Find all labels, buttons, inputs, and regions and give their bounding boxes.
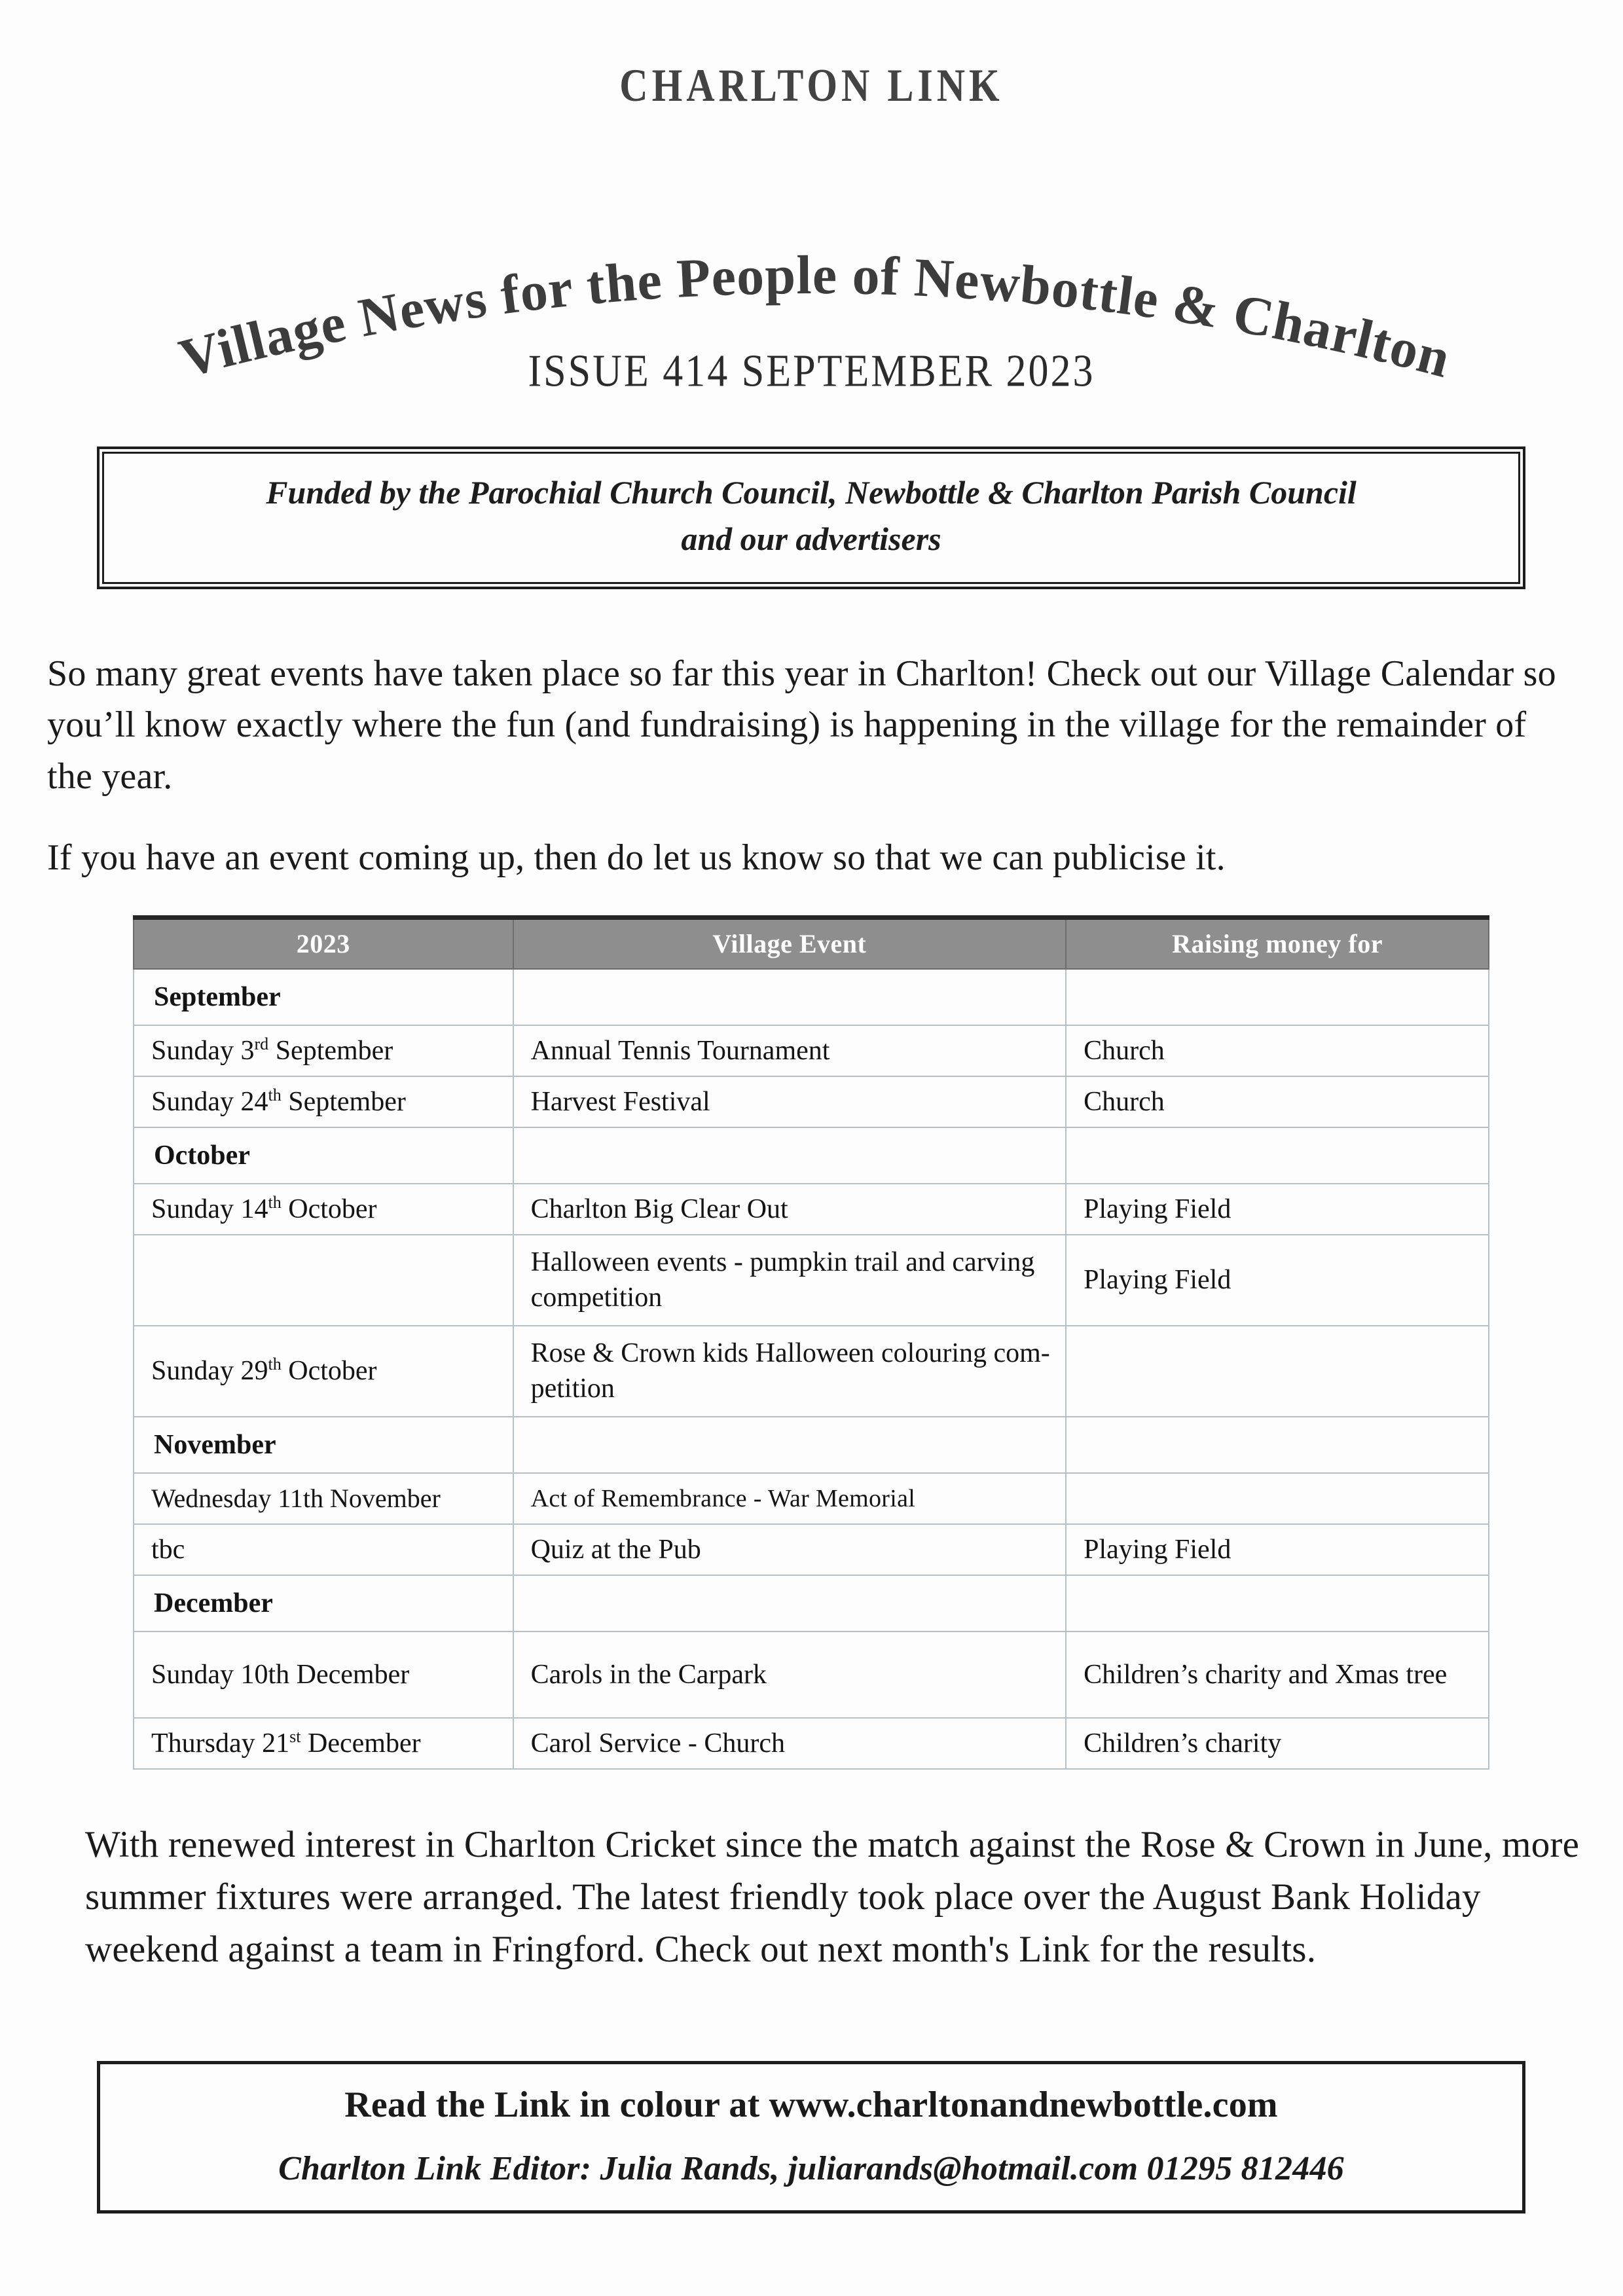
table-row	[134, 1184, 1489, 1235]
cell-date: Wednesday 11th November	[134, 1473, 513, 1524]
column-header-date: 2023	[134, 918, 513, 969]
month-heading-row	[134, 1417, 1489, 1473]
cell-raising-money-for	[1066, 969, 1489, 1025]
subtitle-text: Village News for the People of Newbottle & Charlton	[173, 244, 1457, 390]
calendar-header-row	[134, 918, 1489, 969]
intro-section	[47, 648, 1579, 884]
funding-box	[97, 446, 1525, 589]
funding-line-2: and our advertisers	[681, 520, 941, 557]
calendar-header	[134, 918, 1489, 969]
cricket-paragraph: With renewed interest in Charlton Cricket since the match against the Rose & Crown in June, more summer fixtures were arranged. The latest friendly took place over the August Bank Holiday weekend against a team in Fringford. Check out next month's Link for the results.	[85, 1824, 1580, 1970]
column-header-money: Raising money for	[1066, 918, 1489, 969]
cell-date: Sunday 24th September	[134, 1076, 513, 1127]
cell-raising-money-for	[1066, 1127, 1489, 1184]
masthead	[0, 60, 1623, 111]
cell-event	[513, 969, 1067, 1025]
table-row	[134, 1076, 1489, 1127]
cell-date: Sunday 10th December	[134, 1631, 513, 1718]
cell-event	[513, 1575, 1067, 1631]
cell-event: Halloween events - pumpkin trail and carving competition	[513, 1235, 1067, 1326]
cell-date: December	[134, 1575, 513, 1631]
cell-raising-money-for: Church	[1066, 1076, 1489, 1127]
cell-date: tbc	[134, 1524, 513, 1575]
cricket-section	[85, 1819, 1584, 1975]
table-row	[134, 1473, 1489, 1524]
cell-raising-money-for	[1066, 1417, 1489, 1473]
cell-event: Charlton Big Clear Out	[513, 1184, 1067, 1235]
month-heading-row	[134, 1127, 1489, 1184]
cell-date: Sunday 3rd September	[134, 1025, 513, 1076]
table-row	[134, 1326, 1489, 1417]
village-calendar-table	[133, 915, 1489, 1770]
page-title: CHARLTON LINK	[619, 60, 1004, 111]
footer-website-line: Read the Link in colour at www.charltonandnewbottle.com	[344, 2085, 1278, 2125]
cell-raising-money-for: Children’s charity and Xmas tree	[1066, 1631, 1489, 1718]
funding-line-1: Funded by the Parochial Church Council, Newbottle & Charlton Parish Council	[266, 474, 1357, 511]
cell-event: Quiz at the Pub	[513, 1524, 1067, 1575]
intro-paragraph-2: If you have an event coming up, then do let us know so that we can publicise it.	[47, 837, 1226, 879]
cell-event: Carol Service - Church	[513, 1718, 1067, 1769]
intro-paragraph-1: So many great events have taken place so far this year in Charlton! Check out our Village Calendar so you’ll know exactly where the fun (and fundraising) is happening in the village for the remainder of the year.	[47, 653, 1556, 797]
table-row	[134, 1524, 1489, 1575]
cell-event: Harvest Festival	[513, 1076, 1067, 1127]
table-row	[134, 1631, 1489, 1718]
cell-event: Annual Tennis Tournament	[513, 1025, 1067, 1076]
issue-line: ISSUE 414 SEPTEMBER 2023	[528, 346, 1095, 397]
cell-date: October	[134, 1127, 513, 1184]
table-row	[134, 1718, 1489, 1769]
cell-raising-money-for: Playing Field	[1066, 1184, 1489, 1235]
column-header-event: Village Event	[513, 918, 1067, 969]
cell-raising-money-for: Playing Field	[1066, 1235, 1489, 1326]
cell-date: Sunday 14th October	[134, 1184, 513, 1235]
footer-editor-line: Charlton Link Editor: Julia Rands, juliarands@hotmail.com 01295 812446	[278, 2150, 1344, 2187]
cell-event: Rose & Crown kids Halloween colouring com-petition	[513, 1326, 1067, 1417]
table-row	[134, 1025, 1489, 1076]
funding-box-inner	[102, 452, 1520, 584]
cell-event: Carols in the Carpark	[513, 1631, 1067, 1718]
cell-date: November	[134, 1417, 513, 1473]
ordinal-suffix: th	[268, 1192, 282, 1212]
calendar-body	[134, 969, 1489, 1769]
footer-box	[97, 2061, 1525, 2214]
cell-date: Sunday 29th October	[134, 1326, 513, 1417]
cell-event: Act of Remembrance - War Memorial	[513, 1473, 1067, 1524]
cell-raising-money-for: Playing Field	[1066, 1524, 1489, 1575]
cell-date: September	[134, 969, 513, 1025]
month-heading-row	[134, 969, 1489, 1025]
cell-raising-money-for	[1066, 1575, 1489, 1631]
ordinal-suffix: rd	[254, 1034, 269, 1053]
cell-date: Thursday 21st December	[134, 1718, 513, 1769]
cell-raising-money-for	[1066, 1473, 1489, 1524]
ordinal-suffix: th	[268, 1085, 282, 1104]
ordinal-suffix: st	[289, 1726, 301, 1746]
month-heading-row	[134, 1575, 1489, 1631]
cell-raising-money-for: Children’s charity	[1066, 1718, 1489, 1769]
ordinal-suffix: th	[268, 1355, 282, 1374]
cell-event	[513, 1127, 1067, 1184]
table-row	[134, 1235, 1489, 1326]
cell-date	[134, 1235, 513, 1326]
cell-raising-money-for: Church	[1066, 1025, 1489, 1076]
cell-raising-money-for	[1066, 1326, 1489, 1417]
cell-event	[513, 1417, 1067, 1473]
